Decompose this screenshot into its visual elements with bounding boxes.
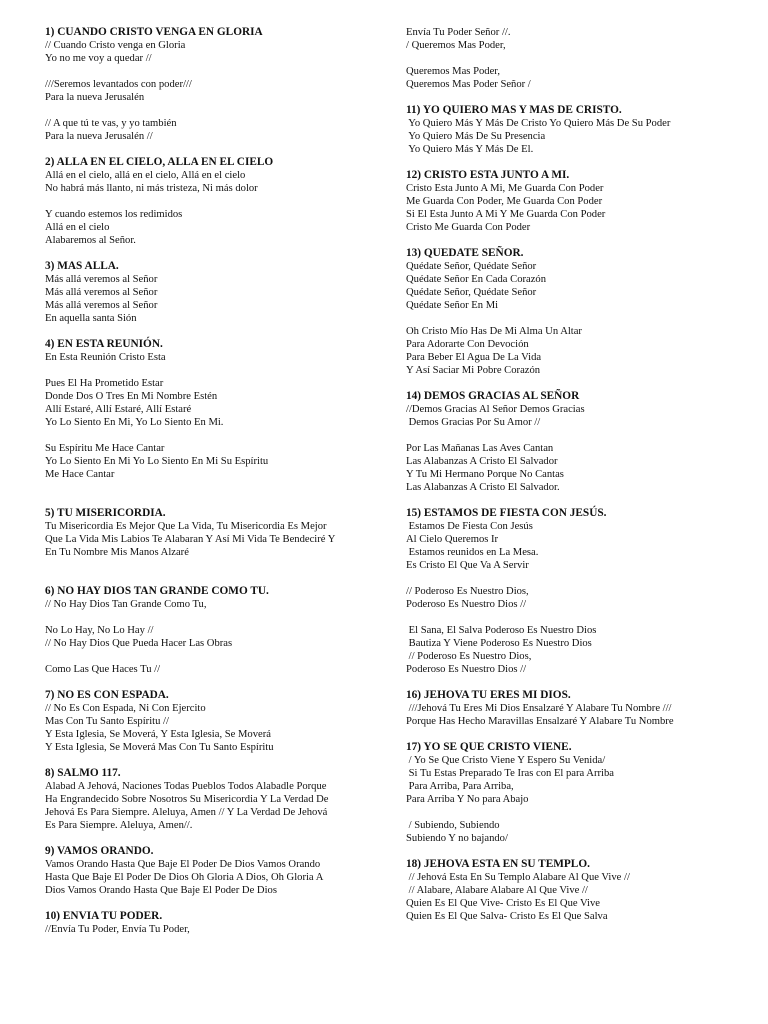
- lyric-line: // No Hay Dios Que Pueda Hacer Las Obras: [45, 638, 233, 649]
- lyric-line: Donde Dos O Tres En Mi Nombre Estén: [45, 391, 218, 402]
- song-title: 3) MAS ALLA.: [45, 260, 119, 272]
- lyric-line: Cristo Esta Junto A Mi, Me Guarda Con Poder: [406, 183, 604, 194]
- song-block: [45, 689, 377, 754]
- lyric-line: // Poderoso Es Nuestro Dios,: [406, 586, 529, 597]
- lyric-line: / Yo Se Que Cristo Viene Y Espero Su Venida/: [406, 755, 606, 766]
- song-block: [45, 845, 377, 897]
- stanza-gap: [406, 572, 742, 585]
- lyric-line: ///Seremos levantados con poder///: [45, 79, 192, 90]
- song-title: 16) JEHOVA TU ERES MI DIOS.: [406, 689, 571, 701]
- song-block: [406, 858, 742, 923]
- lyric-line: Más allá veremos al Señor: [45, 274, 158, 285]
- lyric-line: Me Guarda Con Poder, Me Guarda Con Poder: [406, 196, 603, 207]
- lyric-line: Es Cristo El Que Va A Servir: [406, 560, 529, 571]
- lyric-line: Quédate Señor, Quédate Señor: [406, 287, 537, 298]
- song-block: [45, 507, 377, 572]
- song-title: 15) ESTAMOS DE FIESTA CON JESÚS.: [406, 507, 607, 519]
- song-title: 8) SALMO 117.: [45, 767, 121, 779]
- stanza-gap: [406, 312, 742, 325]
- stanza-gap: [45, 429, 377, 442]
- lyric-line: // No Hay Dios Tan Grande Como Tu,: [45, 599, 207, 610]
- lyric-line: Bautiza Y Viene Poderoso Es Nuestro Dios: [406, 638, 592, 649]
- lyric-line: Queremos Mas Poder Señor /: [406, 79, 531, 90]
- song-title: 9) VAMOS ORANDO.: [45, 845, 154, 857]
- lyric-line: Tu Misericordia Es Mejor Que La Vida, Tu Misericordia Es Mejor: [45, 521, 327, 532]
- song-title: 18) JEHOVA ESTA EN SU TEMPLO.: [406, 858, 590, 870]
- lyric-line: Para la nueva Jerusalén //: [45, 131, 153, 142]
- lyric-line: Quien Es El Que Salva- Cristo Es El Que Salva: [406, 911, 608, 922]
- lyric-line: Para Beber El Agua De La Vida: [406, 352, 542, 363]
- song-title: 13) QUEDATE SEÑOR.: [406, 247, 524, 259]
- lyric-line: Jehová Es Para Siempre. Aleluya, Amen // Y La Verdad De Jehová: [45, 807, 328, 818]
- lyric-line: Que La Vida Mis Labios Te Alabaran Y Así Mi Vida Te Bendeciré Y: [45, 534, 336, 545]
- stanza-gap: [45, 611, 377, 624]
- left-column: [45, 26, 377, 949]
- lyric-line: Yo Quiero Más Y Más De Cristo Yo Quiero Más De Su Poder: [406, 118, 671, 129]
- lyric-line: Al Cielo Queremos Ir: [406, 534, 499, 545]
- stanza-gap: [45, 481, 377, 494]
- lyric-line: Oh Cristo Mío Has De Mi Alma Un Altar: [406, 326, 582, 337]
- lyric-line: Quien Es El Que Vive- Cristo Es El Que Vive: [406, 898, 600, 909]
- song-block: [45, 338, 377, 494]
- lyric-line: Para Arriba Y No para Abajo: [406, 794, 529, 805]
- lyric-line: Allá en el cielo, allá en el cielo, Allá en el cielo: [45, 170, 246, 181]
- lyric-line: Para Arriba, Para Arriba,: [406, 781, 514, 792]
- song-title: 11) YO QUIERO MAS Y MAS DE CRISTO.: [406, 104, 622, 116]
- song-block: [45, 585, 377, 676]
- lyric-line: Yo no me voy a quedar //: [45, 53, 152, 64]
- right-column: [406, 26, 742, 936]
- lyric-line: Quédate Señor En Cada Corazón: [406, 274, 547, 285]
- lyric-line: Mas Con Tu Santo Espíritu //: [45, 716, 169, 727]
- lyric-line: Yo Lo Siento En Mi Yo Lo Siento En Mi Su Espíritu: [45, 456, 269, 467]
- song-block: [406, 741, 742, 845]
- song-block: [406, 507, 742, 676]
- song-title: 2) ALLA EN EL CIELO, ALLA EN EL CIELO: [45, 156, 274, 168]
- lyric-line: // Poderoso Es Nuestro Dios,: [406, 651, 532, 662]
- lyric-line: No habrá más llanto, ni más tristeza, Ni más dolor: [45, 183, 258, 194]
- lyric-line: // No Es Con Espada, Ni Con Ejercito: [45, 703, 206, 714]
- lyric-line: Poderoso Es Nuestro Dios //: [406, 599, 527, 610]
- lyric-line: Ha Engrandecido Sobre Nosotros Su Misericordia Y La Verdad De: [45, 794, 329, 805]
- lyric-line: Yo Lo Siento En Mi, Yo Lo Siento En Mi.: [45, 417, 224, 428]
- lyric-line: Es Para Siempre. Aleluya, Amen//.: [45, 820, 193, 831]
- lyric-line: Dios Vamos Orando Hasta Que Baje El Poder De Dios: [45, 885, 277, 896]
- lyric-line: Si Tu Estas Preparado Te Iras con El para Arriba: [406, 768, 614, 779]
- lyric-line: Las Alabanzas A Cristo El Salvador: [406, 456, 558, 467]
- lyric-line: Poderoso Es Nuestro Dios //: [406, 664, 527, 675]
- stanza-gap: [406, 806, 742, 819]
- lyric-line: Cristo Me Guarda Con Poder: [406, 222, 531, 233]
- lyric-line: Alabaremos al Señor.: [45, 235, 136, 246]
- lyric-line: Subiendo Y no bajando/: [406, 833, 508, 844]
- song-block: [45, 767, 377, 832]
- song-block: [45, 26, 377, 143]
- song-title: 7) NO ES CON ESPADA.: [45, 689, 169, 701]
- stanza-gap: [406, 611, 742, 624]
- lyric-line: El Sana, El Salva Poderoso Es Nuestro Dios: [406, 625, 597, 636]
- lyric-line: En Tu Nombre Mis Manos Alzaré: [45, 547, 189, 558]
- lyric-line: Y Tu Mi Hermano Porque No Cantas: [406, 469, 564, 480]
- lyric-line: Y cuando estemos los redimidos: [45, 209, 183, 220]
- lyric-line: // Jehová Esta En Su Templo Alabare Al Que Vive //: [406, 872, 630, 883]
- lyric-line: Para Adorarte Con Devoción: [406, 339, 529, 350]
- lyric-line: Queremos Mas Poder,: [406, 66, 501, 77]
- song-block: [406, 104, 742, 156]
- lyric-line: ///Jehová Tu Eres Mi Dios Ensalzaré Y Alabare Tu Nombre ///: [406, 703, 672, 714]
- stanza-gap: [45, 364, 377, 377]
- lyric-line: Más allá veremos al Señor: [45, 287, 158, 298]
- song-block: [45, 910, 377, 936]
- stanza-gap: [45, 65, 377, 78]
- lyric-line: Como Las Que Haces Tu //: [45, 664, 161, 675]
- lyric-line: Quédate Señor En Mi: [406, 300, 499, 311]
- song-title: 12) CRISTO ESTA JUNTO A MI.: [406, 169, 570, 181]
- lyric-line: En Esta Reunión Cristo Esta: [45, 352, 166, 363]
- song-title: 5) TU MISERICORDIA.: [45, 507, 166, 519]
- lyric-line: Y Esta Iglesia, Se Moverá Mas Con Tu Santo Espíritu: [45, 742, 274, 753]
- stanza-gap: [406, 429, 742, 442]
- lyric-line: Yo Quiero Más De Su Presencia: [406, 131, 546, 142]
- lyric-line: Porque Has Hecho Maravillas Ensalzaré Y Alabare Tu Nombre: [406, 716, 674, 727]
- stanza-gap: [406, 52, 742, 65]
- lyric-line: Por Las Mañanas Las Aves Cantan: [406, 443, 554, 454]
- lyric-line: Y Así Saciar Mi Pobre Corazón: [406, 365, 541, 376]
- stanza-gap: [45, 195, 377, 208]
- lyric-line: / Queremos Mas Poder,: [406, 40, 506, 51]
- lyric-line: Y Esta Iglesia, Se Moverá, Y Esta Iglesia, Se Moverá: [45, 729, 271, 740]
- lyric-line: Quédate Señor, Quédate Señor: [406, 261, 537, 272]
- lyric-line: Allí Estaré, Allí Estaré, Allí Estaré: [45, 404, 192, 415]
- song-title: 6) NO HAY DIOS TAN GRANDE COMO TU.: [45, 585, 269, 597]
- song-block: [45, 156, 377, 247]
- song-title: 17) YO SE QUE CRISTO VIENE.: [406, 741, 572, 753]
- lyric-line: Más allá veremos al Señor: [45, 300, 158, 311]
- lyric-line: Vamos Orando Hasta Que Baje El Poder De Dios Vamos Orando: [45, 859, 321, 870]
- song-block: [406, 247, 742, 377]
- stanza-gap: [45, 104, 377, 117]
- song-block: [406, 26, 742, 91]
- song-title: 10) ENVIA TU PODER.: [45, 910, 163, 922]
- lyric-line: Para la nueva Jerusalén: [45, 92, 145, 103]
- lyric-line: Pues El Ha Prometido Estar: [45, 378, 164, 389]
- lyric-line: Me Hace Cantar: [45, 469, 115, 480]
- lyric-line: // A que tú te vas, y yo también: [45, 118, 177, 129]
- lyric-line: //Demos Gracias Al Señor Demos Gracias: [406, 404, 585, 415]
- lyric-line: //Envía Tu Poder, Envía Tu Poder,: [45, 924, 190, 935]
- song-block: [45, 260, 377, 325]
- lyric-line: Envía Tu Poder Señor //.: [406, 27, 511, 38]
- stanza-gap: [45, 559, 377, 572]
- lyric-line: // Alabare, Alabare Alabare Al Que Vive //: [406, 885, 588, 896]
- lyric-line: Estamos De Fiesta Con Jesús: [406, 521, 533, 532]
- song-title: 4) EN ESTA REUNIÓN.: [45, 338, 163, 350]
- song-block: [406, 169, 742, 234]
- lyric-line: / Subiendo, Subiendo: [406, 820, 500, 831]
- lyric-line: // Cuando Cristo venga en Gloria: [45, 40, 186, 51]
- lyric-line: No Lo Hay, No Lo Hay //: [45, 625, 154, 636]
- song-block: [406, 390, 742, 494]
- lyric-line: Allá en el cielo: [45, 222, 110, 233]
- lyric-line: Yo Quiero Más Y Más De El.: [406, 144, 534, 155]
- stanza-gap: [45, 650, 377, 663]
- song-title: 1) CUANDO CRISTO VENGA EN GLORIA: [45, 26, 263, 38]
- lyric-line: Hasta Que Baje El Poder De Dios Oh Gloria A Dios, Oh Gloria A: [45, 872, 324, 883]
- song-title: 14) DEMOS GRACIAS AL SEÑOR: [406, 390, 580, 402]
- lyric-line: En aquella santa Sión: [45, 313, 137, 324]
- song-block: [406, 689, 742, 728]
- lyric-line: Si El Esta Junto A Mi Y Me Guarda Con Poder: [406, 209, 606, 220]
- lyric-line: Alabad A Jehová, Naciones Todas Pueblos Todos Alabadle Porque: [45, 781, 327, 792]
- lyric-line: Las Alabanzas A Cristo El Salvador.: [406, 482, 560, 493]
- lyric-line: Demos Gracias Por Su Amor //: [406, 417, 541, 428]
- lyric-line: Su Espíritu Me Hace Cantar: [45, 443, 165, 454]
- lyric-line: Estamos reunidos en La Mesa.: [406, 547, 539, 558]
